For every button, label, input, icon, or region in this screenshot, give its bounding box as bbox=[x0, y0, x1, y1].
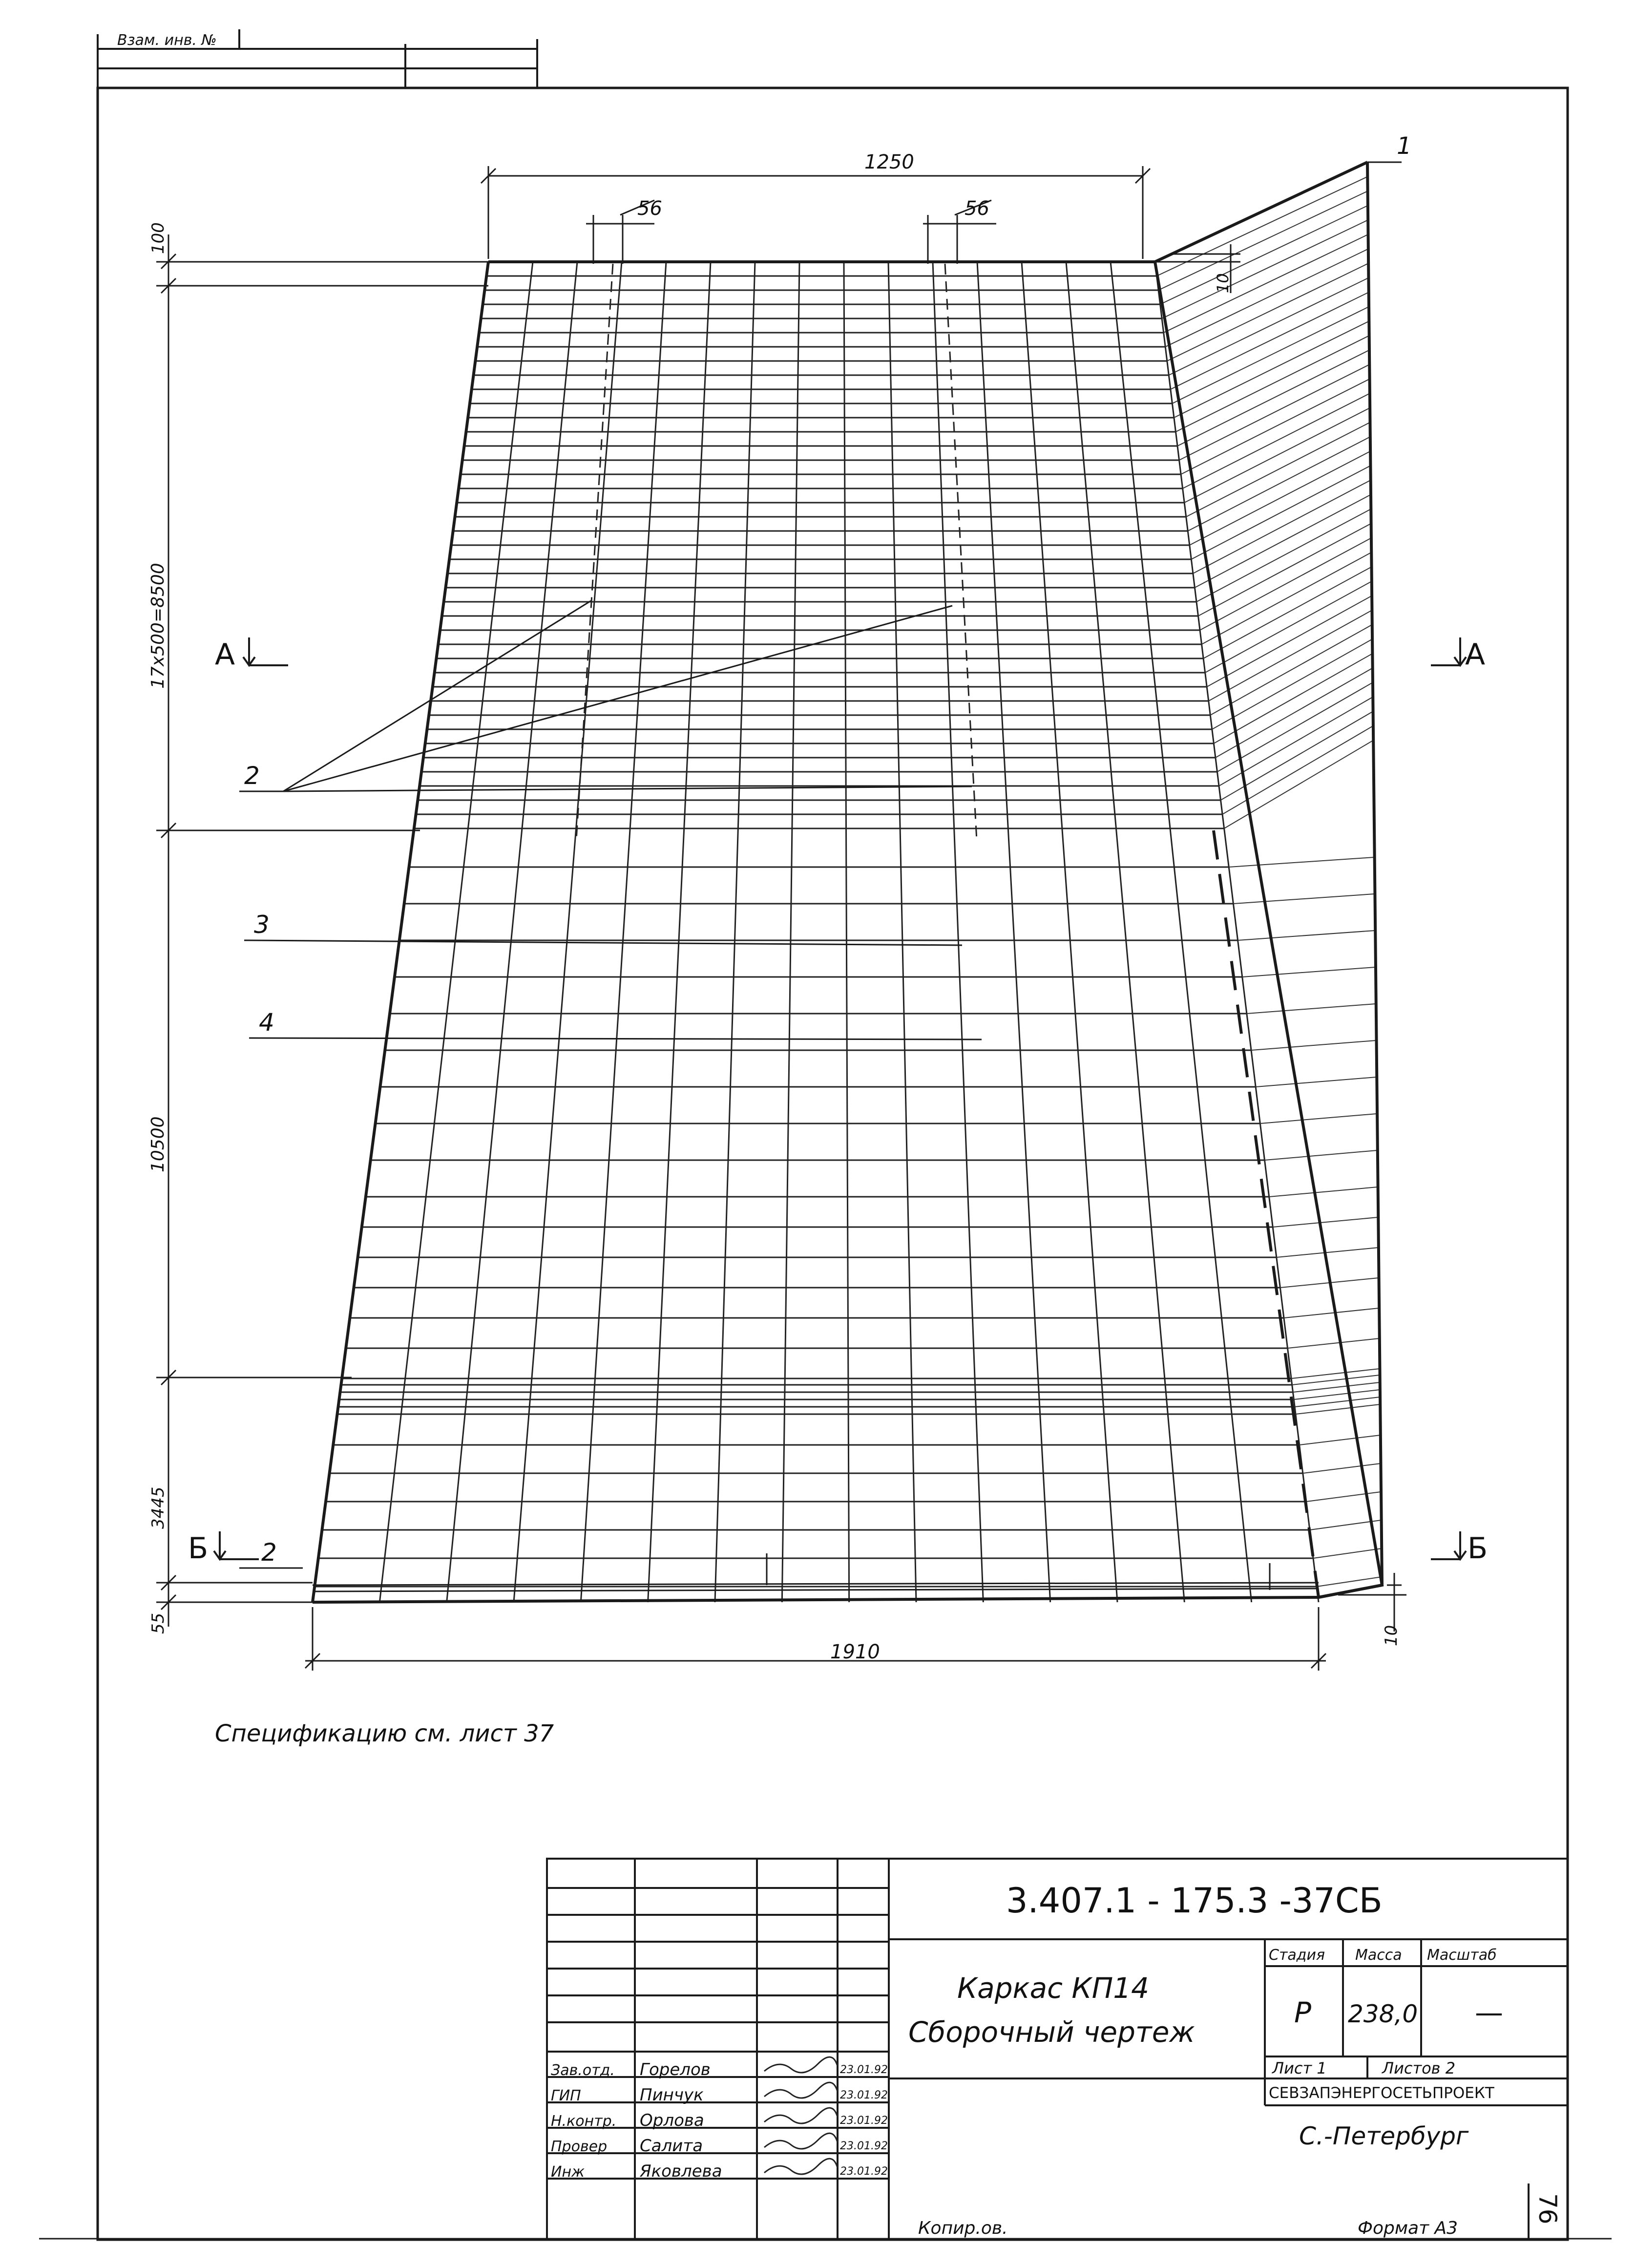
vertical-bar bbox=[1022, 262, 1117, 1602]
side-bar bbox=[1202, 552, 1372, 644]
dim-lower-zone: 3445 bbox=[148, 1486, 168, 1529]
signature-scribble bbox=[764, 2057, 838, 2073]
side-bar bbox=[1303, 1463, 1381, 1473]
vertical-bar bbox=[648, 262, 711, 1602]
side-bar bbox=[1193, 480, 1371, 573]
side-bar bbox=[1200, 538, 1371, 630]
side-bar bbox=[1269, 1187, 1378, 1197]
side-bar bbox=[1196, 509, 1371, 602]
side-bar bbox=[1160, 206, 1368, 304]
side-bar bbox=[1238, 931, 1375, 940]
position-2: 2 bbox=[244, 762, 260, 790]
signature-role: ГИП bbox=[551, 2087, 581, 2104]
position-1: 1 bbox=[1397, 132, 1412, 160]
signature-date: 23.01.92 bbox=[840, 2165, 888, 2178]
dim-offset-left: 56 bbox=[637, 197, 662, 220]
signature-role: Провер bbox=[551, 2138, 608, 2155]
signature-name: Горелов bbox=[640, 2060, 711, 2079]
side-bar bbox=[1300, 1435, 1381, 1445]
side-bar bbox=[1221, 711, 1374, 800]
side-bar bbox=[1177, 350, 1369, 446]
side-bar bbox=[1195, 494, 1371, 588]
side-bar bbox=[1212, 639, 1373, 729]
side-bar bbox=[1296, 1404, 1380, 1414]
dim-bottom-width: 1910 bbox=[830, 1641, 880, 1663]
side-bar bbox=[1242, 967, 1375, 977]
side-bar bbox=[1158, 191, 1368, 290]
vertical-bar bbox=[888, 262, 916, 1602]
position-3: 3 bbox=[254, 911, 270, 939]
signature-role: Зав.отд. bbox=[551, 2062, 615, 2079]
mass-value: 238,0 bbox=[1348, 2000, 1418, 2028]
scale-value: — bbox=[1475, 1996, 1503, 2029]
title-line-1: Каркас КП14 bbox=[957, 1971, 1150, 2005]
signature-role: Инж bbox=[551, 2163, 585, 2181]
side-bar bbox=[1179, 364, 1370, 460]
page-number: 76 bbox=[1533, 2193, 1562, 2225]
side-bar bbox=[1167, 263, 1368, 361]
side-bar bbox=[1265, 1150, 1378, 1160]
title-block bbox=[547, 1859, 1568, 2240]
copied-label: Копир.ов. bbox=[918, 2218, 1008, 2238]
vertical-bar bbox=[1111, 262, 1252, 1602]
frame-kp14 bbox=[313, 162, 1382, 1602]
section-markers bbox=[214, 637, 1466, 1559]
vertical-bar bbox=[514, 262, 622, 1602]
drawing-code: 3.407.1 - 175.3 -37СБ bbox=[1006, 1881, 1383, 1921]
side-bar bbox=[1295, 1397, 1380, 1407]
side-bar bbox=[1260, 1114, 1377, 1123]
side-bar bbox=[1203, 567, 1372, 658]
side-bar bbox=[1317, 1577, 1382, 1587]
organization: СЕВЗАПЭНЕРГОСЕТЬПРОЕКТ bbox=[1269, 2084, 1494, 2102]
side-bar bbox=[1277, 1248, 1378, 1257]
signature-scribble bbox=[764, 2133, 838, 2149]
signature-name: Орлова bbox=[640, 2111, 704, 2130]
scale-label: Масштаб bbox=[1427, 1947, 1497, 1964]
side-bar bbox=[1210, 625, 1372, 715]
side-bar bbox=[1175, 336, 1369, 432]
side-bar bbox=[1205, 581, 1372, 673]
side-bar bbox=[1306, 1492, 1381, 1502]
city: С.-Петербург bbox=[1299, 2122, 1469, 2150]
dim-top-width: 1250 bbox=[864, 151, 914, 173]
vertical-bar bbox=[844, 262, 849, 1602]
signature-name: Салита bbox=[640, 2136, 703, 2156]
dim-upper-zone: 17х500=8500 bbox=[148, 563, 168, 689]
signature-role: Н.контр. bbox=[551, 2113, 617, 2130]
side-bar bbox=[1251, 1040, 1376, 1050]
side-bar bbox=[1284, 1308, 1379, 1318]
inner-dashed-bar bbox=[945, 264, 977, 840]
side-bar bbox=[1294, 1390, 1380, 1399]
side-bar bbox=[1247, 1004, 1376, 1014]
side-projection bbox=[1155, 162, 1382, 1587]
side-bar bbox=[1233, 894, 1374, 904]
specification-note: Спецификацию см. лист 37 bbox=[215, 1720, 554, 1747]
vertical-bar bbox=[581, 262, 666, 1602]
signature-date: 23.01.92 bbox=[840, 2115, 888, 2127]
mass-label: Масса bbox=[1355, 1947, 1402, 1964]
side-bar bbox=[1214, 654, 1372, 743]
side-bar bbox=[1171, 292, 1369, 389]
side-bar bbox=[1157, 177, 1368, 276]
vertical-bar bbox=[977, 262, 1050, 1602]
side-bar bbox=[1172, 307, 1369, 403]
position-leaders bbox=[239, 601, 982, 1568]
sheet-label: Лист 1 bbox=[1272, 2059, 1327, 2077]
signature-scribble bbox=[764, 2082, 838, 2098]
dim-middle-zone: 10500 bbox=[148, 1116, 168, 1172]
vertical-bar bbox=[1155, 262, 1319, 1602]
title-line-2: Сборочный чертеж bbox=[908, 2015, 1195, 2049]
side-bar bbox=[1222, 726, 1373, 814]
vertical-bar bbox=[715, 262, 755, 1602]
side-bar bbox=[1164, 234, 1368, 333]
dim-side-top: 10 bbox=[1214, 273, 1232, 293]
dim-top-band: 100 bbox=[148, 222, 168, 254]
side-bar bbox=[1273, 1217, 1378, 1227]
side-bar bbox=[1188, 437, 1370, 531]
side-bar bbox=[1162, 220, 1368, 318]
side-bar bbox=[1184, 408, 1370, 503]
side-bar bbox=[1256, 1077, 1376, 1087]
section-b-left: Б bbox=[188, 1531, 209, 1566]
dim-side-bottom: 10 bbox=[1382, 1625, 1401, 1646]
side-bar bbox=[1229, 857, 1374, 867]
side-bar bbox=[1165, 249, 1368, 347]
side-bar bbox=[1181, 379, 1370, 474]
section-a-right: А bbox=[1465, 637, 1486, 672]
side-bar bbox=[1293, 1382, 1380, 1392]
format-label: Формат А3 bbox=[1358, 2218, 1458, 2238]
signature-date: 23.01.92 bbox=[840, 2140, 888, 2152]
signature-name: Яковлева bbox=[640, 2162, 722, 2181]
signature-scribble bbox=[764, 2108, 838, 2123]
signature-date: 23.01.92 bbox=[840, 2064, 888, 2076]
side-bar bbox=[1288, 1338, 1380, 1348]
side-bar bbox=[1198, 524, 1371, 616]
side-bar bbox=[1224, 740, 1374, 828]
sheets-label: Листов 2 bbox=[1382, 2059, 1456, 2077]
side-bar bbox=[1174, 321, 1369, 418]
side-bar bbox=[1169, 278, 1368, 375]
side-bar bbox=[1186, 422, 1370, 517]
frame-outline bbox=[313, 162, 1382, 1602]
dim-offset-right: 56 bbox=[965, 197, 989, 220]
vertical-bar bbox=[933, 262, 983, 1602]
side-bar bbox=[1207, 595, 1372, 687]
position-4: 4 bbox=[259, 1008, 274, 1037]
side-bar bbox=[1190, 451, 1371, 545]
side-bar bbox=[1313, 1548, 1382, 1558]
vertical-bar bbox=[379, 262, 533, 1602]
signature-scribble bbox=[764, 2159, 838, 2174]
stage-label: Стадия bbox=[1269, 1947, 1325, 1964]
vertical-bar bbox=[1066, 262, 1184, 1602]
bottom-ties bbox=[313, 1553, 1319, 1591]
position-2-bottom: 2 bbox=[261, 1538, 277, 1567]
stage-value: Р bbox=[1294, 1996, 1311, 2029]
dim-bottom-band: 55 bbox=[148, 1612, 168, 1634]
side-bar bbox=[1209, 610, 1372, 701]
signature-date: 23.01.92 bbox=[840, 2089, 888, 2101]
signature-name: Пинчук bbox=[640, 2085, 704, 2105]
vertical-bar bbox=[447, 262, 577, 1602]
stamp-top-left-label: Взам. инв. № bbox=[117, 32, 217, 49]
section-a-left: А bbox=[215, 637, 235, 672]
side-bar bbox=[1183, 393, 1370, 488]
section-b-right: Б bbox=[1468, 1531, 1488, 1566]
side-bar bbox=[1191, 466, 1370, 559]
vertical-bar bbox=[782, 262, 799, 1602]
